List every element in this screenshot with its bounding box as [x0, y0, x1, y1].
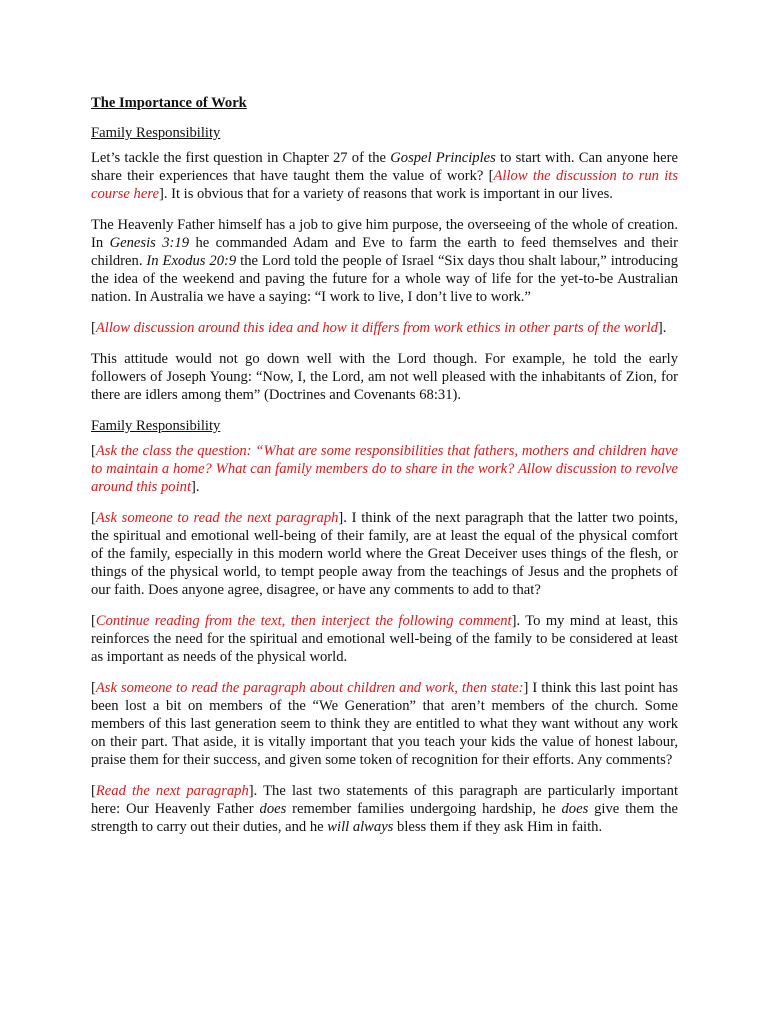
- body-text: [: [91, 783, 96, 799]
- body-text: to start with. Can anyone here share their experiences that have taught them the value of work? [: [91, 150, 679, 184]
- body-text: bless them if they ask Him in faith.: [393, 819, 603, 835]
- paragraph: [91, 509, 678, 599]
- body-text: remember families undergoing hardship, he: [286, 801, 562, 817]
- document-title: The Importance of Work: [91, 95, 247, 111]
- teacher-instruction: Allow the discussion to run its course here: [91, 168, 679, 202]
- body-text: ] I think this last point has been lost a bit on members of the “We Generation” that aren’t members of the church. Some members of this last generation seem to think they are entitled to what they want without any work on their part. That aside, it is vitally important that you teach your kids the value of honest labour, praise them for their success, and given some token of recognition for their efforts. Any comments?: [91, 680, 679, 768]
- body-text: ]. To my mind at least, this reinforces the need for the spiritual and emotional well-being of the family to be considered at least as important as needs of the physical world.: [91, 613, 678, 665]
- body-text: Let’s tackle the first question in Chapter 27 of the: [91, 150, 391, 166]
- paragraph: [91, 216, 678, 306]
- body-text: [: [91, 443, 96, 459]
- body-text: ]. I think of the next paragraph that the latter two points, the spiritual and emotional well-being of their family, are at least the equal of the physical comfort of the family, especially in this modern world where the Great Deceiver uses things of the flesh, or things of the physical world, to tempt people away from the teachings of Jesus and the prophets of our faith. Does anyone agree, disagree, or have any comments to add to that?: [91, 510, 678, 598]
- body-text: [: [91, 320, 96, 336]
- teacher-instruction: Continue reading from the text, then interject the following comment: [95, 613, 512, 629]
- paragraph: [91, 782, 678, 836]
- paragraph: [91, 319, 678, 337]
- section-heading: Family Responsibility: [91, 418, 221, 434]
- emphasis-text: will always: [327, 819, 394, 835]
- body-text: [: [91, 680, 96, 696]
- body-text: [: [91, 510, 96, 526]
- paragraph: [91, 679, 678, 769]
- emphasis-text: does: [561, 801, 589, 817]
- body-text: ].: [657, 320, 667, 336]
- section-heading: Family Responsibility: [91, 125, 221, 141]
- section-1: [91, 124, 678, 404]
- emphasis-text: In Exodus 20:9: [146, 253, 237, 269]
- body-text: ].: [191, 479, 200, 495]
- teacher-instruction: Ask the class the question: “What are some responsibilities that fathers, mothers and children have to maintain a home? What can family members do to share in the work? Allow discussion to revolve around this point: [91, 443, 678, 495]
- body-text: This attitude would not go down well with the Lord though. For example, he told the early followers of Joseph Young: “Now, I, the Lord, am not well pleased with the inhabitants of Zion, for there are idlers among them” (Doctrines and Covenants 68:31).: [91, 351, 678, 403]
- teacher-instruction: Ask someone to read the next paragraph: [95, 510, 339, 526]
- teacher-instruction: Ask someone to read the paragraph about children and work, then state:: [95, 680, 524, 696]
- body-text: he commanded Adam and Eve to farm the earth to feed themselves and their children.: [91, 235, 678, 269]
- emphasis-text: Gospel Principles: [390, 150, 496, 166]
- body-text: [: [91, 613, 96, 629]
- body-text: give them the strength to carry out their duties, and he: [91, 801, 678, 835]
- emphasis-text: Genesis 3:19: [109, 235, 190, 251]
- emphasis-text: does: [259, 801, 287, 817]
- teacher-instruction: Allow discussion around this idea and how it differs from work ethics in other parts of the world: [95, 320, 658, 336]
- paragraph: [91, 350, 678, 404]
- body-text: ]. It is obvious that for a variety of reasons that work is important in our lives.: [158, 186, 613, 202]
- teacher-instruction: Read the next paragraph: [95, 783, 249, 799]
- section-2: [91, 417, 678, 836]
- body-text: the Lord told the people of Israel “Six days thou shalt labour,” introducing the idea of the weekend and paving the future for a whole way of life for the yet-to-be Australian nation. In Australia we have a saying: “I work to live, I don’t live to work.”: [91, 253, 678, 305]
- body-text: The Heavenly Father himself has a job to give him purpose, the overseeing of the whole of creation. In: [91, 217, 678, 251]
- paragraph: [91, 442, 678, 496]
- paragraph: [91, 612, 678, 666]
- paragraph: [91, 149, 678, 203]
- body-text: ]. The last two statements of this paragraph are particularly important here: Our Heavenly Father: [91, 783, 678, 817]
